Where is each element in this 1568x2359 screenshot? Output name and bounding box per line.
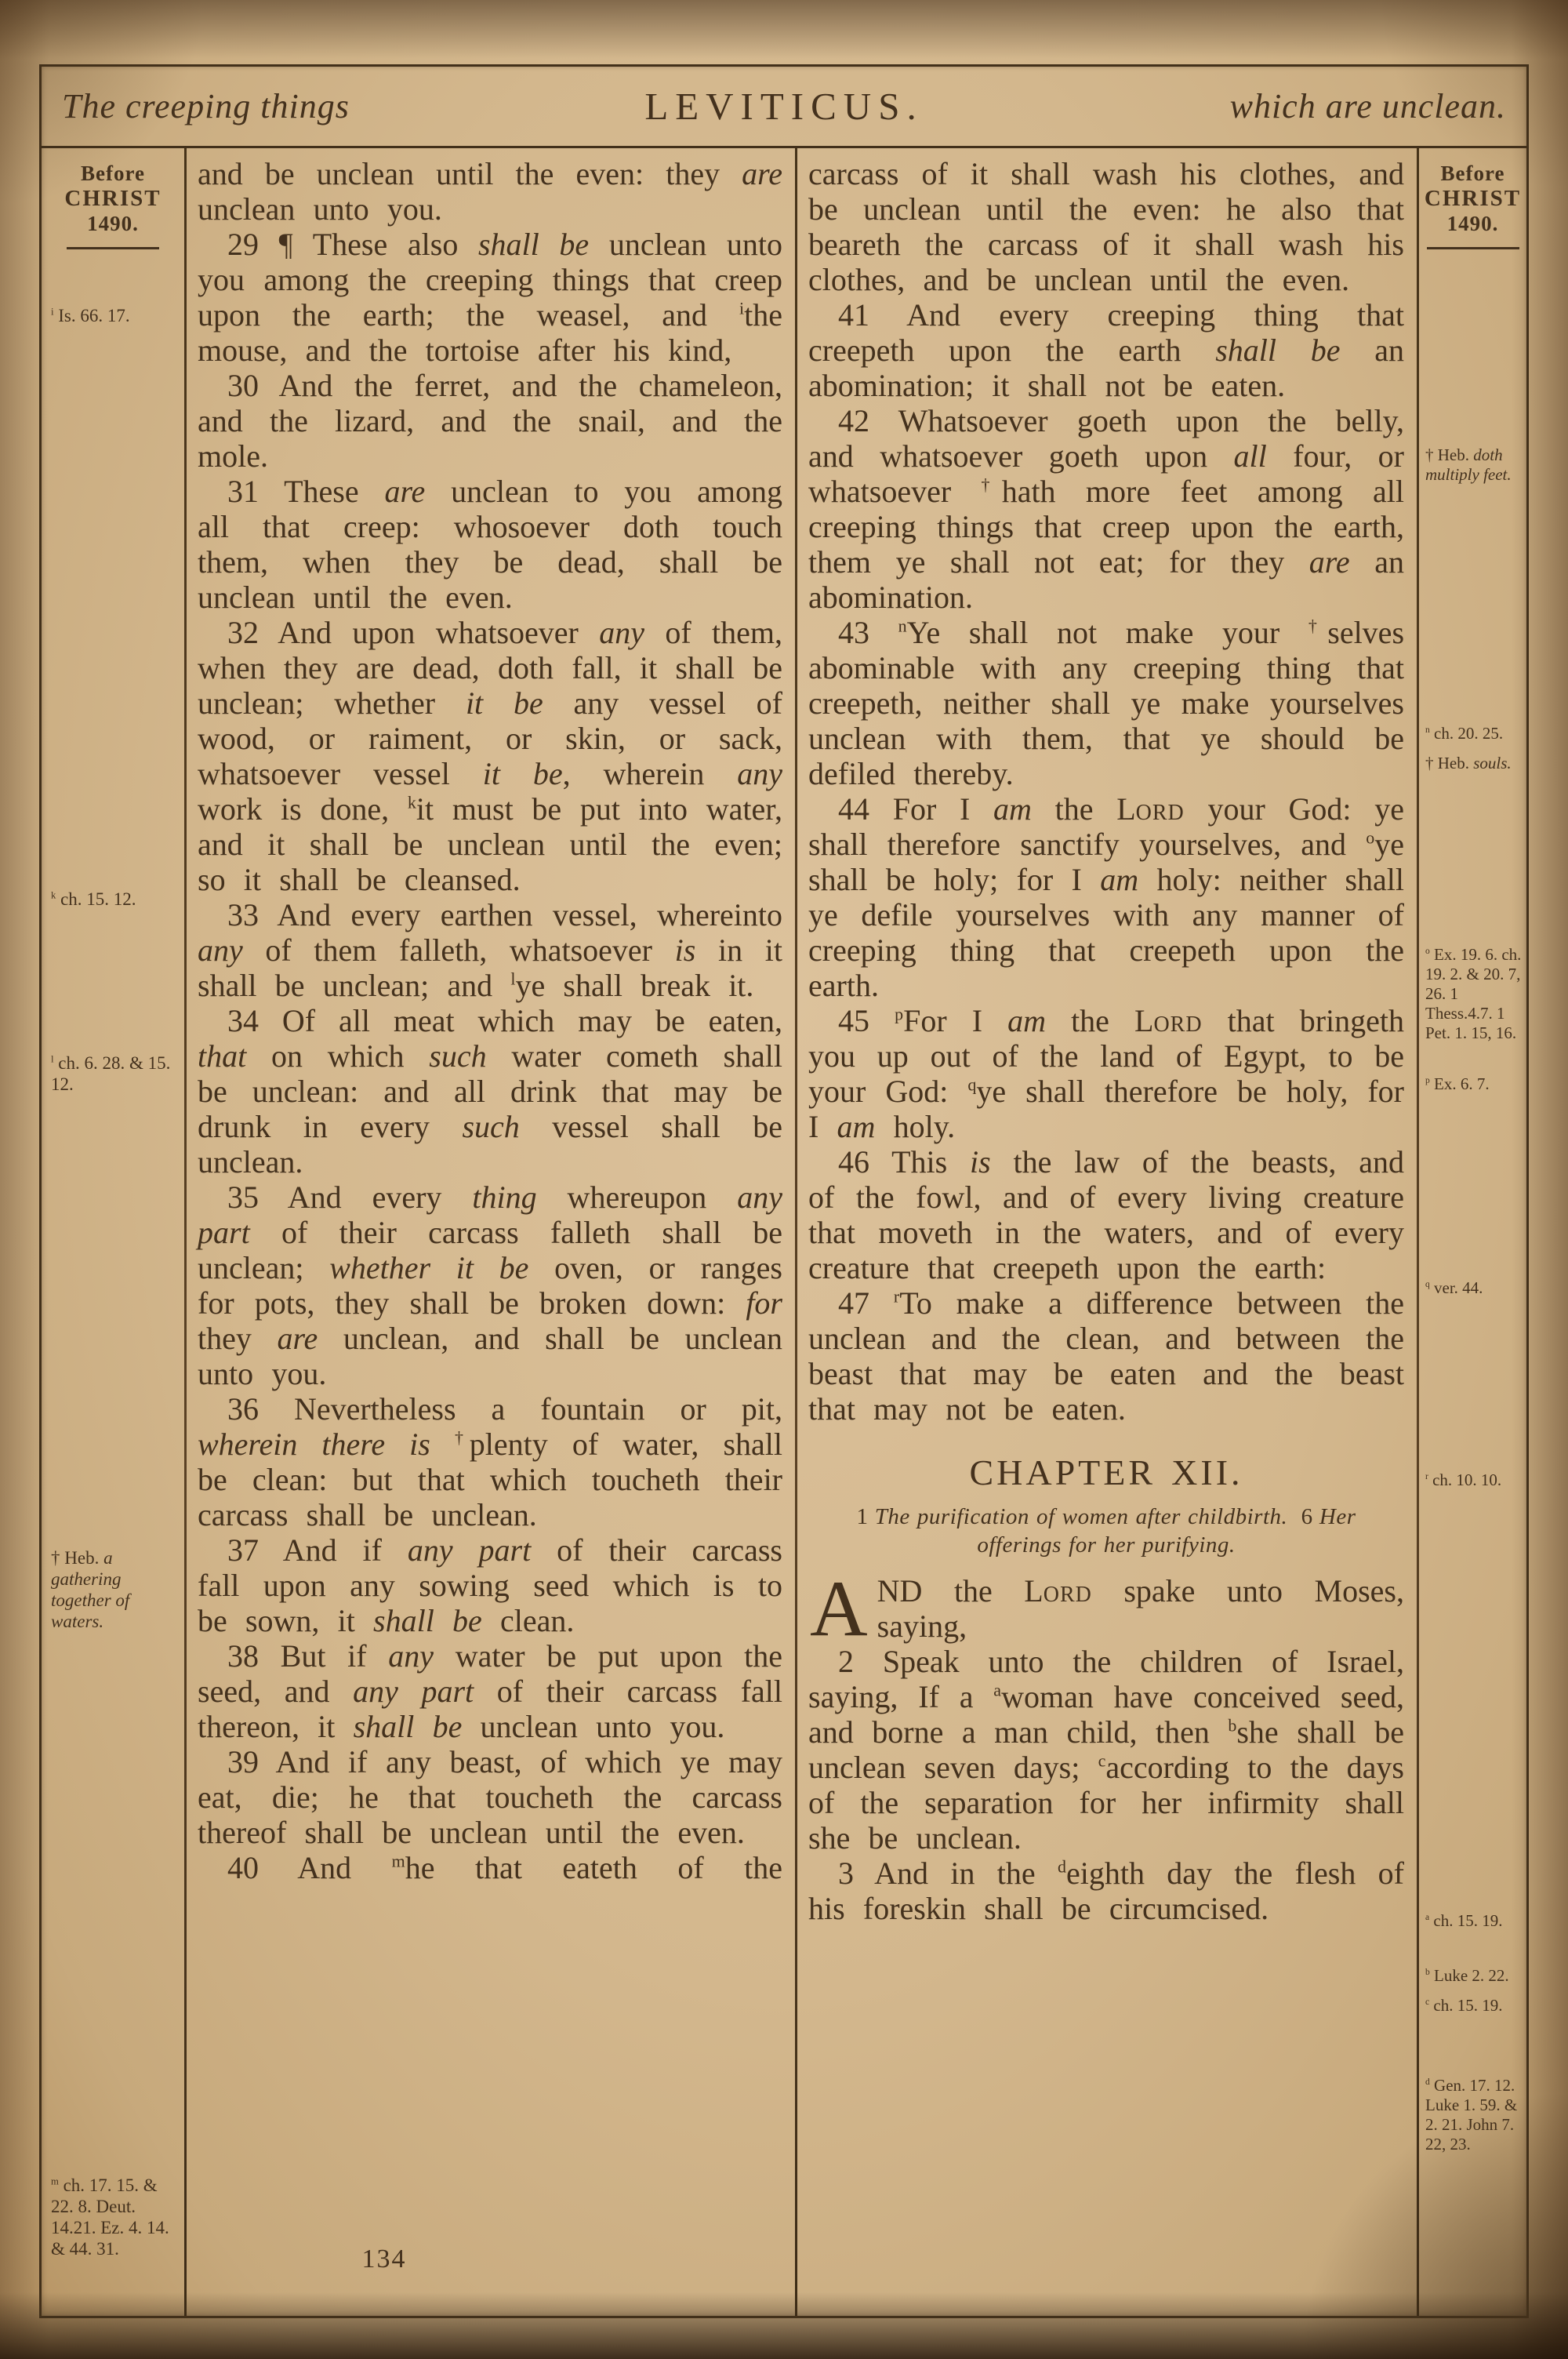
verse-paragraph: carcass of it shall wash his clothes, and be unclean until the even: he also that beareth the carcass of it shall wash his clothes, and be unclean until the even.	[808, 156, 1404, 297]
margin-note: † Heb. a gathering together of waters.	[51, 1548, 130, 1631]
verse-paragraph: 43 $^n$Ye shall not make your †selves abominable with any creeping thing that creepeth, neither shall ye make yourselves unclean with them, that ye should be defiled thereby.	[808, 615, 1405, 791]
verse-paragraph: AND the Lord spake unto Moses, saying,	[810, 1565, 1404, 1653]
margin-note: $^n$ ch. 20. 25.	[1425, 724, 1504, 743]
bc-rule	[1427, 247, 1519, 249]
margin-note: $^p$ Ex. 6. 7.	[1425, 1074, 1490, 1093]
verse-paragraph: 37 And if any part of their carcass fall upon any sowing seed which is to be sown, it shall be clean.	[198, 1532, 782, 1638]
running-head-left: The creeping things	[62, 87, 350, 125]
verse-paragraph: 29 ¶ These also shall be unclean unto you among the creeping things that creep upon the earth; the weasel, and $^i$the mouse, and the tortoise after his kind,	[198, 227, 783, 368]
right-text-column	[797, 148, 1417, 2316]
verse-paragraph: 44 For I am the Lord your God: ye shall therefore sanctify yourselves, and $^o$ye shall be holy; for I am holy: neither shall ye defile yourselves with any manner of creeping thing that creepeth upon the earth.	[808, 791, 1404, 1003]
margin-note: $^o$ Ex. 19. 6. ch. 19. 2. & 20. 7, 26. 1 Thess.4.7. 1 Pet. 1. 15, 16.	[1425, 945, 1522, 1042]
before-christ-heading	[42, 148, 184, 249]
margin-note: † Heb. souls.	[1425, 754, 1512, 772]
margin-note: $^k$ ch. 15. 12.	[51, 889, 136, 909]
verse-paragraph: 30 And the ferret, and the chameleon, and the lizard, and the snail, and the mole.	[198, 368, 782, 474]
right-column-verses	[808, 156, 1404, 1427]
verse-paragraph: 39 And if any beast, of which ye may eat, die; he that toucheth the carcass thereof shall be unclean until the even.	[198, 1744, 782, 1850]
left-margin-column	[42, 148, 184, 2316]
bc-rule	[67, 247, 159, 249]
verse-paragraph: 45 $^p$For I am the Lord that bringeth you up out of the land of Egypt, to be your God: $^q$ye shall therefore be holy, for I am holy.	[808, 1003, 1405, 1144]
verse-paragraph: 33 And every earthen vessel, whereinto any of them falleth, whatsoever is in it shall be unclean; and $^l$ye shall break it.	[198, 897, 782, 1003]
margin-note: $^l$ ch. 6. 28. & 15. 12.	[51, 1053, 171, 1094]
verse-paragraph: and be unclean until the even: they are unclean unto you.	[198, 156, 782, 227]
verse-paragraph: 2 Speak unto the children of Israel, saying, If a $^a$woman have conceived seed, and borne a man child, then $^b$she shall be unclean seven days; $^c$according to the days of the separation for her infirmity shall she be unclean.	[808, 1644, 1404, 1856]
verse-paragraph: 38 But if any water be put upon the seed, and any part of their carcass fall thereon, it shall be unclean unto you.	[198, 1638, 783, 1744]
margin-note: † Heb. doth multiply feet.	[1425, 445, 1512, 484]
bc-line: CHRIST	[1424, 186, 1522, 211]
verse-paragraph: 42 Whatsoever goeth upon the belly, and whatsoever goeth upon all four, or whatsoever †hath more feet among all creeping things that creep upon the earth, them ye shall not eat; for they are an abomination.	[808, 403, 1404, 615]
verse-paragraph: 35 And every thing whereupon any part of their carcass falleth shall be unclean; whether it be oven, or ranges for pots, they shall be broken down: for they are unclean, and shall be unclean unto you.	[198, 1180, 782, 1391]
left-text-column	[187, 148, 795, 2316]
chapter-headnote: 1 The purification of women after childbirth. 6 Her offerings for her purifying.	[856, 1504, 1356, 1558]
bc-line: 1490.	[87, 212, 139, 235]
margin-note: $^m$ ch. 17. 15. & 22. 8. Deut. 14.21. Ez. 4. 14. & 44. 31.	[51, 2175, 169, 2259]
margin-note: $^a$ ch. 15. 19.	[1425, 1911, 1503, 1930]
bc-line: CHRIST	[64, 186, 162, 211]
verse-paragraph: 31 These are unclean to you among all that creep: whosoever doth touch them, when they be dead, shall be unclean until the even.	[198, 474, 783, 615]
chapter-heading: CHAPTER XII.	[969, 1452, 1243, 1492]
book-title: LEVITICUS.	[644, 85, 924, 128]
before-christ-heading	[1419, 148, 1526, 249]
verse-paragraph: 32 And upon whatsoever any of them, when they are dead, doth fall, it shall be unclean; whether it be any vessel of wood, or raiment, or skin, or sack, whatsoever vessel it be, wherein any work is done, $^k$it must be put into water, and it shall be unclean until the even; so it shall be cleansed.	[198, 615, 782, 897]
margin-note: $^b$ Luke 2. 22.	[1425, 1966, 1509, 1985]
verse-paragraph: 34 Of all meat which may be eaten, that on which such water cometh shall be unclean: and all drink that may be drunk in every such vessel shall be unclean.	[198, 1003, 782, 1180]
verse-paragraph: 47 $^r$To make a difference between the unclean and the clean, and between the beast that may be eaten and the beast that may not be eaten.	[808, 1285, 1404, 1427]
running-head	[42, 67, 1526, 148]
page-frame	[39, 64, 1529, 2318]
verse-paragraph: 41 And every creeping thing that creepeth upon the earth shall be an abomination; it shall not be eaten.	[808, 297, 1405, 403]
margin-note: $^c$ ch. 15. 19.	[1425, 1996, 1503, 2015]
margin-note: $^i$ Is. 66. 17.	[51, 306, 130, 325]
margin-note: $^d$ Gen. 17. 12. Luke 1. 59. & 2. 21. John 7. 22, 23.	[1425, 2076, 1518, 2154]
margin-note: $^r$ ch. 10. 10.	[1425, 1470, 1502, 1489]
running-head-right: which are unclean.	[1229, 87, 1507, 125]
page-number: 134	[361, 2245, 407, 2274]
verse-paragraph: 36 Nevertheless a fountain or pit, wherein there is †plenty of water, shall be clean: but that which toucheth their carcass shall be unclean.	[198, 1391, 783, 1532]
bc-line: Before	[81, 162, 145, 185]
verse-paragraph: 3 And in the $^d$eighth day the flesh of his foreskin shall be circumcised.	[808, 1856, 1404, 1926]
margin-note: $^q$ ver. 44.	[1425, 1278, 1483, 1297]
verse-paragraph: 46 This is the law of the beasts, and of the fowl, and of every living creature that moveth in the waters, and of every creature that creepeth upon the earth:	[808, 1144, 1404, 1285]
bc-line: 1490.	[1446, 212, 1499, 235]
chapter-12-verses	[808, 1565, 1404, 1926]
right-margin-column	[1419, 148, 1526, 2316]
page-body	[42, 148, 1526, 2316]
verse-paragraph: 40 And $^m$he that eateth of the	[227, 1850, 782, 1885]
bc-line: Before	[1440, 162, 1505, 185]
chapter-12-section	[808, 1452, 1404, 1926]
